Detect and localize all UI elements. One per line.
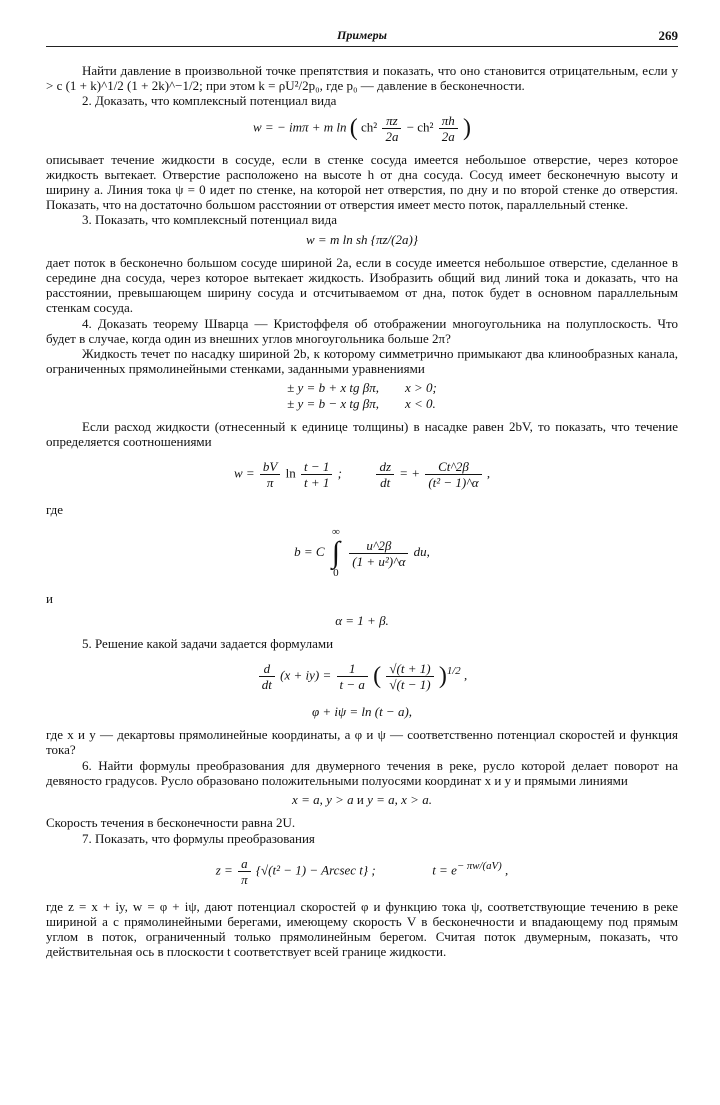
- frac-den: π: [266, 475, 274, 491]
- problem-6-velocity: Скорость течения в бесконечности равна 2U.: [46, 815, 296, 831]
- formula-river-lines: [46, 792, 678, 807]
- fraction-pz-2a: [382, 113, 401, 144]
- frac-den: π: [241, 871, 248, 887]
- problem-6-text: 6. Найти формулы преобразования для двумерного течения в реке, русло которой делает поворот на девяносто градусов. Русло образовано положительными полуосями координат x и y и прямыми линиями: [46, 757, 678, 788]
- equals-plus: = +: [399, 465, 421, 481]
- ln-text: ln: [285, 465, 296, 481]
- problem-4-text: 4. Доказать теорему Шварца — Кристоффеля об отображении многоугольника на полуплоскость. Что будет в случае, когда один из внешних углов многоугольника больше 2π?: [46, 315, 678, 346]
- frac-num: dz: [376, 459, 394, 475]
- problem-7-intro: 7. Показать, что формулы преобразования: [82, 830, 315, 846]
- fraction-t: [301, 459, 332, 490]
- formula-derivative: $\frac{d}{dt}$ (x + iy) = $\frac{1}{t - a}$ ( $\frac{√(t + 1)}{√(t - 1)}$ )$^{1/2}$ ,: [46, 661, 678, 692]
- problem-1-end: Найти давление в произвольной точке препятствия и показать, что оно становится отрицательным, если y > c (1 + k)^1/2 (1 + 2k)^−1/2; при этом k = ρU²/2p₀, где p₀ — давление в бесконечности.: [46, 63, 678, 94]
- frac-num: bV: [260, 459, 280, 475]
- frac-den: t + 1: [303, 475, 330, 491]
- page-number: 269: [658, 28, 678, 43]
- fraction-d-dt: [259, 661, 275, 692]
- where-label: где: [46, 502, 64, 518]
- page-body: [46, 63, 678, 960]
- formula-lhs: z =: [215, 862, 233, 878]
- paren-close: ): [438, 662, 447, 689]
- arcsec-body: {√(t² − 1) − Arcsec t} ;: [255, 862, 376, 878]
- formula-lhs: w =: [233, 465, 255, 481]
- equation-system: [287, 380, 437, 410]
- frac-num: t − 1: [301, 459, 332, 475]
- formula-transformation: z = $\frac{a}{\pi}$ {√(t² − 1) − Arcsec t} ; $t = e^{- \pi w/(aV)}$ ,: [215, 855, 509, 887]
- problem-5-intro: 5. Решение какой задачи задается формулами: [82, 635, 334, 651]
- paren-close: ): [462, 114, 471, 141]
- formula-lhs: b = C: [294, 544, 325, 560]
- frac-num: √(t + 1): [386, 661, 433, 677]
- formula-potential-ln: φ + iψ = ln (t − a),: [311, 704, 413, 720]
- wall-eq-1-cond: x > 0;: [404, 380, 437, 396]
- problem-3-intro: 3. Показать, что комплексный потенциал вида: [82, 212, 337, 228]
- integral-upper: ∞: [331, 526, 340, 539]
- and-word: и: [356, 792, 364, 808]
- frac-num: Ct^2β: [425, 459, 481, 475]
- problem-5-text: где x и y — декартовы прямолинейные координаты, а φ и ψ — соответственно потенциал скоростей и функция тока?: [46, 727, 678, 758]
- frac-den: t − a: [339, 677, 365, 693]
- integral-sign: [332, 527, 340, 579]
- frac-den: dt: [380, 475, 391, 491]
- paren-open: (: [349, 114, 358, 141]
- frac-num: u^2β: [349, 538, 408, 554]
- formula-potential-sh: w = m ln sh {πz/(2a)}: [306, 231, 418, 247]
- frac-den: √(t − 1): [389, 677, 431, 693]
- and-label: и: [46, 591, 53, 607]
- integral-icon: ∫: [331, 536, 341, 570]
- formula-lhs: w = − imπ + m ln: [253, 119, 347, 135]
- book-page: [46, 26, 678, 1086]
- fraction-u: [349, 538, 408, 569]
- page-header: [46, 26, 678, 47]
- river-line-b: y = a, x > a.: [367, 792, 432, 808]
- river-line-a: x = a, y > a: [292, 792, 354, 808]
- frac-num: a: [238, 856, 251, 872]
- fraction-dz-dt: [376, 459, 394, 490]
- fraction-ph-2a: [439, 113, 458, 144]
- fraction-sqrt: [386, 661, 433, 692]
- wall-eq-2: ± y = b − x tg βπ,: [287, 395, 379, 411]
- frac-num: 1: [337, 661, 368, 677]
- fraction-ct: [425, 459, 481, 490]
- fraction-bv-pi: [260, 459, 280, 490]
- derivative-mid: (x + iy) =: [280, 667, 332, 683]
- frac-den: (1 + u²)^α: [352, 553, 406, 569]
- fraction-1-ta: [337, 661, 368, 692]
- frac-den: 2a: [441, 128, 455, 144]
- ch-squared: ch²: [361, 119, 378, 135]
- problem-3-text: дает поток в бесконечно большом сосуде шириной 2a, если в сосуде имеется небольшое отверстие, сделанное в середине дна сосуда, через которое вытекает жидкость. Изобразить общий вид линий тока и доказать, что на расстоянии, превышающем ширину сосуда и отсчитываемом от дна, поток будет в основном параллельным стенкам сосуда.: [46, 254, 678, 316]
- exp-base: t = e: [432, 862, 457, 878]
- paren-open: (: [373, 662, 382, 689]
- wall-eq-2-cond: x < 0.: [404, 395, 436, 411]
- exp-power: − πw/(aV): [456, 859, 502, 872]
- frac-num: πh: [439, 113, 458, 129]
- problem-2-intro: 2. Доказать, что комплексный потенциал вида: [82, 93, 337, 109]
- formula-integral-b: [46, 527, 678, 579]
- minus-ch-squared: − ch²: [406, 119, 434, 135]
- formula-wall-equations: [46, 380, 678, 410]
- flow-rate-text: Если расход жидкости (отнесенный к единице толщины) в насадке равен 2bV, то показать, что течение определяется соотношениями: [46, 418, 678, 450]
- frac-den: dt: [261, 677, 272, 693]
- formula-potential-ch: [46, 113, 678, 144]
- fraction-a-pi: [238, 856, 251, 887]
- problem-7-text: где z = x + iy, w = φ + iψ, дают потенциал скоростей φ и функцию тока ψ, соответствующие течению в реке шириной a с прямолинейными берегами, имеющему скорость V в бесконечности и впадающему под прямым углом в поток, ограниченный только прямолинейным берегом. Считая поток двумерным, показать, что действительная ось в плоскости t соответствует всей границе жидкости.: [46, 898, 678, 960]
- nozzle-problem-text: Жидкость течет по насадку шириной 2b, к которому симметрично примыкают два клинообразных канала, ограниченных прямолинейными стенками, заданными уравнениями: [46, 346, 678, 377]
- integral-lower: 0: [333, 567, 339, 580]
- running-head: Примеры: [337, 28, 387, 42]
- problem-2-text: описывает течение жидкости в сосуде, если в стенке сосуда имеется небольшое отверстие, через которое жидкость вытекает. Отверстие расположено на высоте h от дна сосуда. Сосуд имеет бесконечную высоту и ширину a. Линия тока ψ = 0 идет по стенке, на которой нет отверстия, по дну и по второй стенке до отверстия. Показать, что на достаточно большом расстоянии от отверстия имеет место поток, параллельный стенке.: [46, 151, 678, 213]
- frac-num: d: [259, 661, 275, 677]
- wall-eq-1: ± y = b + x tg βπ,: [287, 380, 379, 396]
- du-text: du,: [413, 544, 430, 560]
- frac-num: πz: [382, 113, 401, 129]
- formula-alpha: α = 1 + β.: [335, 612, 389, 628]
- power: 1/2: [446, 665, 461, 678]
- formula-flow-relations: w = $\frac{bV}{\pi}$ ln $\frac{t - 1}{t + 1}$ ; $\frac{dz}{dt}$ = + $\frac{Ct\^{}2\beta}{\text{(t² − 1)\textasciicircum{}α}}$ ,: [233, 459, 491, 491]
- frac-den: 2a: [385, 128, 399, 144]
- frac-den: (t² − 1)^α: [428, 475, 479, 491]
